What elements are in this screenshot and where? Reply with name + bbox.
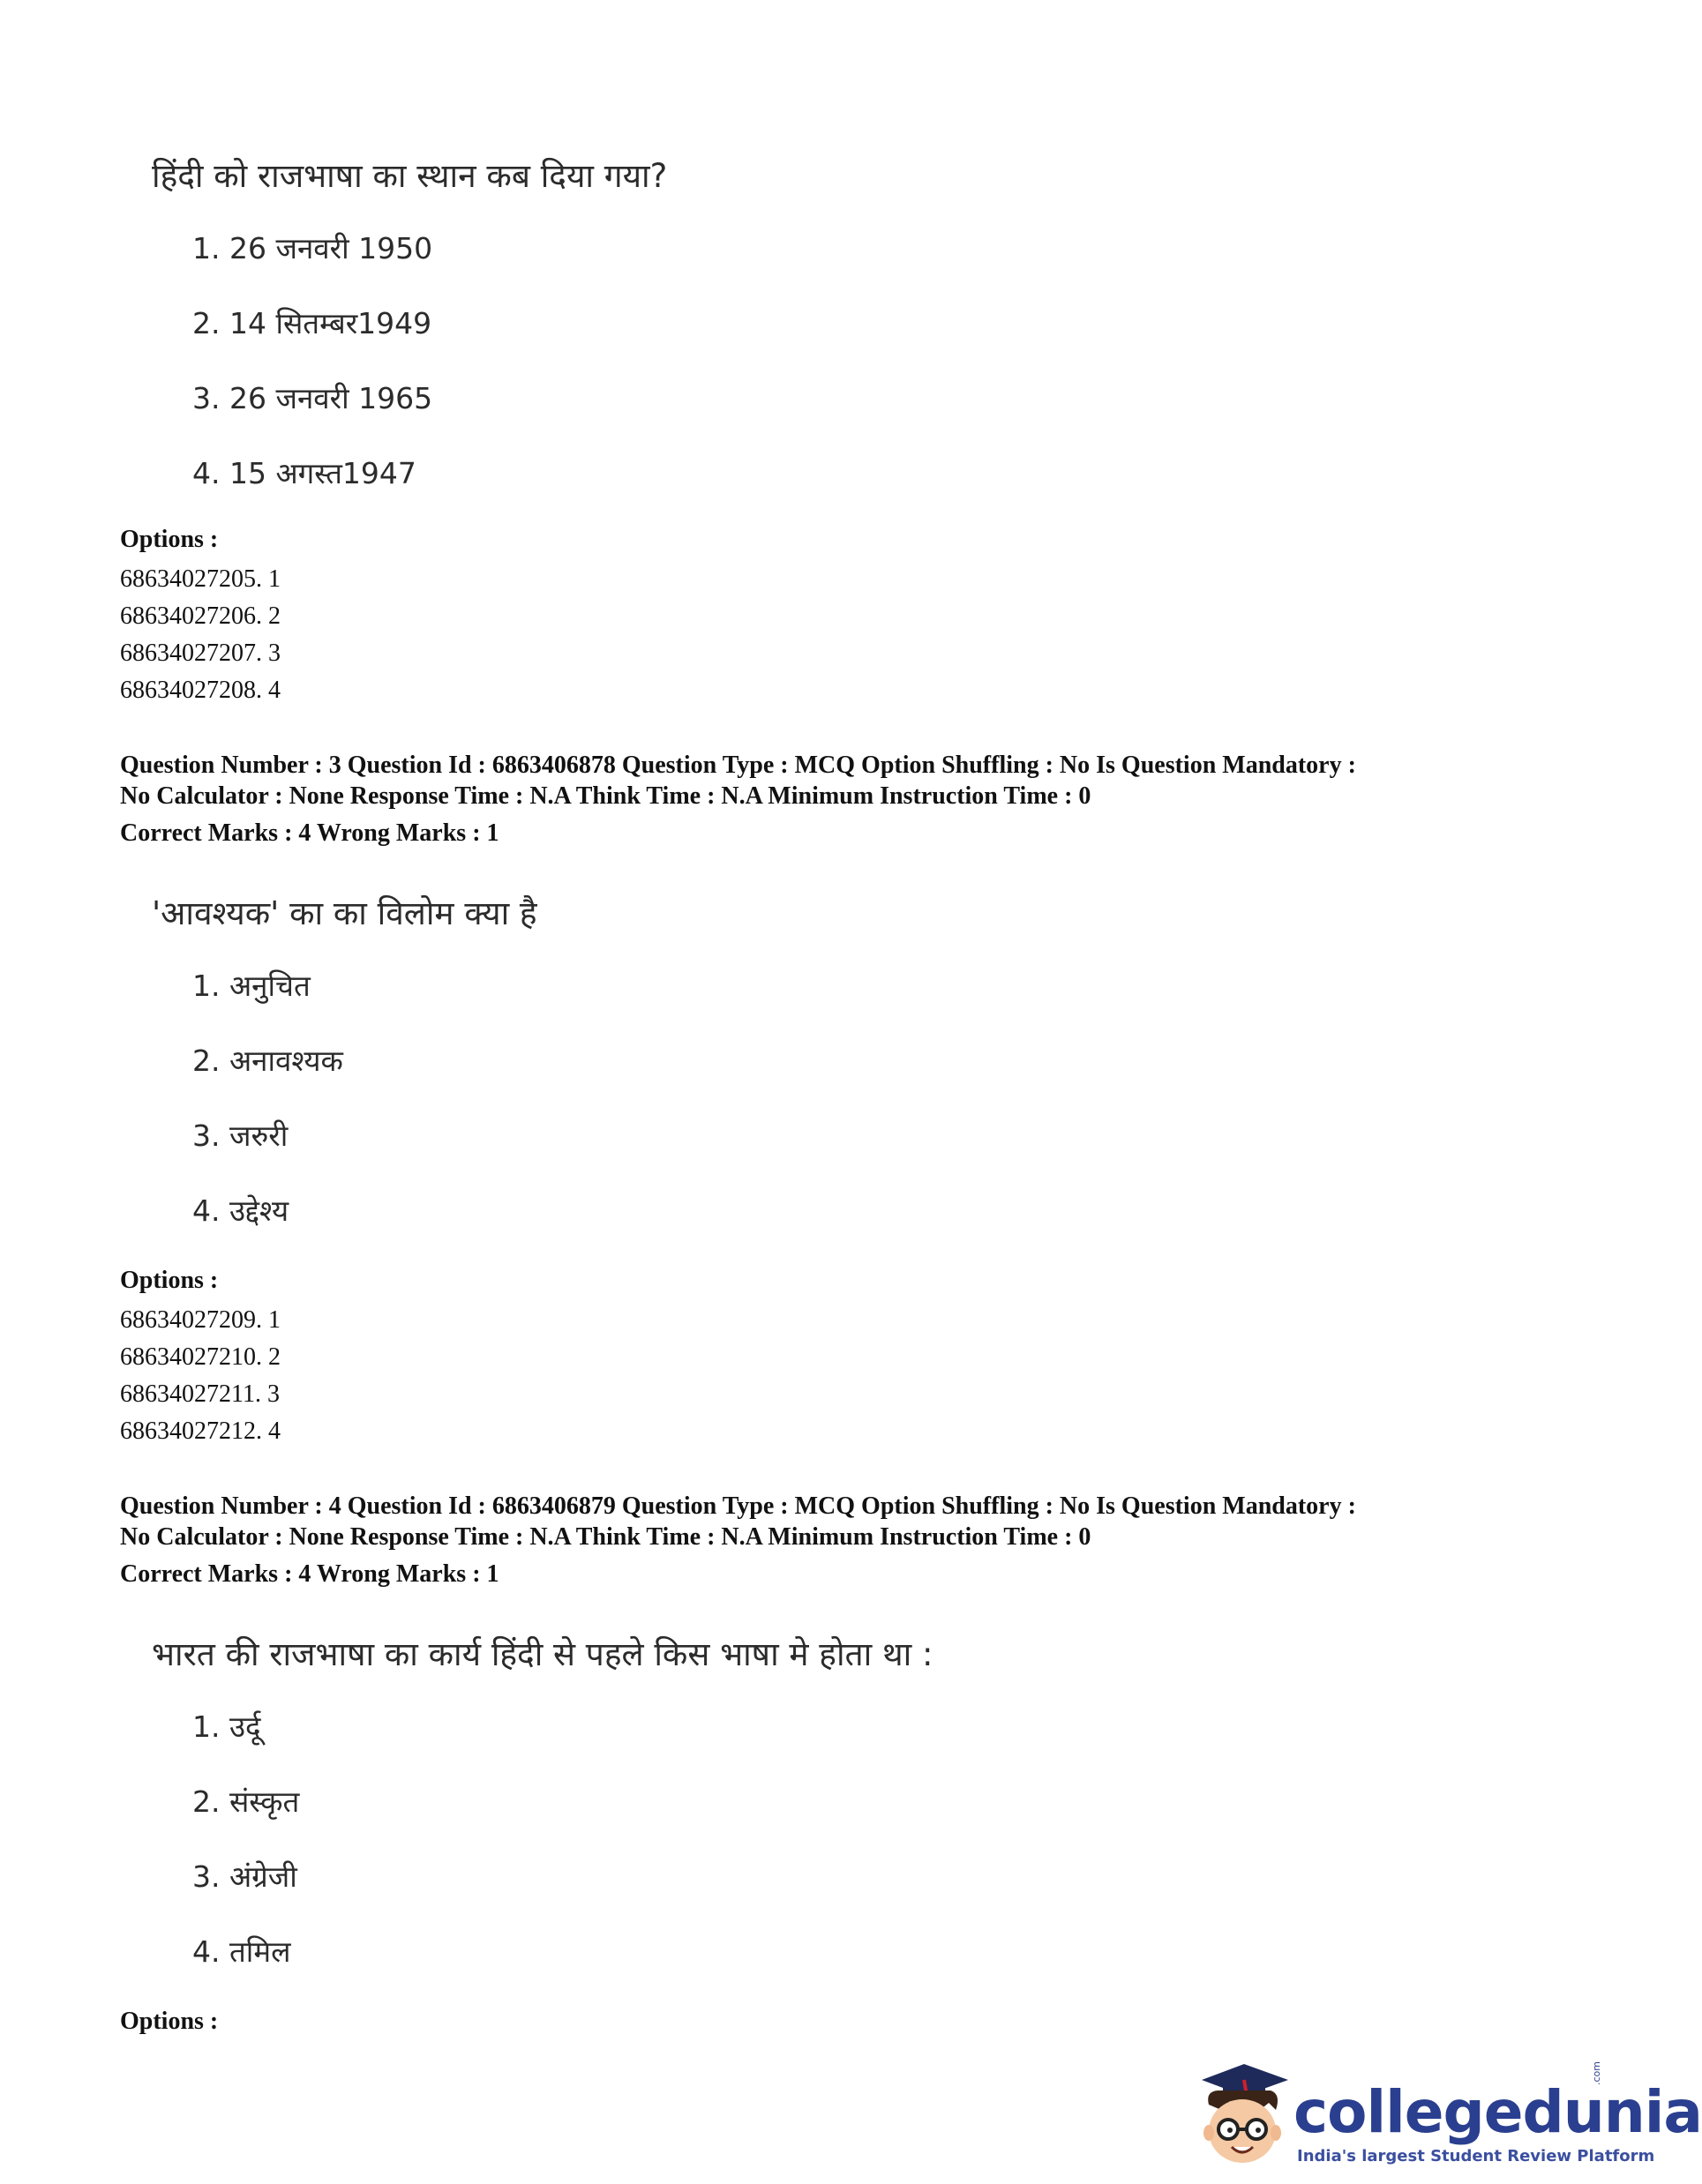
- question-3-image: [152, 889, 537, 1228]
- choice-4: 4. तमिल: [192, 1934, 291, 1969]
- choice-1: 1. उर्दू: [192, 1709, 261, 1744]
- choice-2: 2. संस्कृत: [192, 1784, 300, 1819]
- option-item: 68634027208. 4: [120, 677, 281, 704]
- option-item: 68634027209. 1: [120, 1306, 281, 1334]
- option-item: 68634027212. 4: [120, 1417, 281, 1445]
- logo-wordmark: collegedunia: [1293, 2078, 1702, 2146]
- mascot-icon: [1189, 2061, 1295, 2168]
- question-4-image: [152, 1630, 933, 1969]
- choice-3: 3. जरुरी: [192, 1118, 289, 1153]
- choice-2: 2. अनावश्यक: [192, 1043, 343, 1078]
- choice-3: 3. अंग्रेजी: [192, 1859, 297, 1894]
- collegedunia-logo: [1189, 2055, 1702, 2172]
- question-text: 'आवश्यक' का का विलोम क्या है: [152, 894, 537, 932]
- question-text: भारत की राजभाषा का कार्य हिंदी से पहले किस भाषा मे होता था :: [152, 1635, 933, 1673]
- question-meta-line: No Calculator : None Response Time : N.A Think Time : N.A Minimum Instruction Time : 0: [120, 1523, 1091, 1551]
- choice-4: 4. 15 अगस्त1947: [192, 456, 416, 490]
- options-label: Options :: [120, 2008, 219, 2035]
- option-item: 68634027210. 2: [120, 1343, 281, 1371]
- choice-4: 4. उद्देश्य: [192, 1193, 289, 1228]
- option-item: 68634027211. 3: [120, 1380, 280, 1408]
- question-2-image: [152, 152, 668, 490]
- logo-com: .com: [1591, 2061, 1602, 2085]
- options-list: [120, 561, 281, 709]
- options-list: [120, 1302, 281, 1450]
- question-meta-line: Question Number : 3 Question Id : 6863406878 Question Type : MCQ Option Shuffling : No Is Question Mandatory :: [120, 752, 1356, 779]
- choice-2: 2. 14 सितम्बर1949: [192, 306, 432, 340]
- option-item: 68634027207. 3: [120, 639, 281, 667]
- logo-tagline: India's largest Student Review Platform: [1297, 2147, 1655, 2165]
- choice-1: 1. 26 जनवरी 1950: [192, 231, 433, 266]
- marks-line: Correct Marks : 4 Wrong Marks : 1: [120, 819, 499, 847]
- question-3-header: [120, 750, 1532, 849]
- question-4-header: [120, 1491, 1532, 1589]
- option-item: 68634027206. 2: [120, 602, 281, 630]
- question-meta-line: No Calculator : None Response Time : N.A Think Time : N.A Minimum Instruction Time : 0: [120, 782, 1091, 810]
- marks-line: Correct Marks : 4 Wrong Marks : 1: [120, 1560, 499, 1588]
- question-text: हिंदी को राजभाषा का स्थान कब दिया गया?: [152, 157, 668, 195]
- question-meta-line: Question Number : 4 Question Id : 6863406879 Question Type : MCQ Option Shuffling : No Is Question Mandatory :: [120, 1492, 1356, 1520]
- options-label: Options :: [120, 1267, 219, 1294]
- choice-1: 1. अनुचित: [192, 969, 311, 1003]
- option-item: 68634027205. 1: [120, 565, 281, 593]
- choice-3: 3. 26 जनवरी 1965: [192, 381, 433, 415]
- options-label: Options :: [120, 526, 219, 553]
